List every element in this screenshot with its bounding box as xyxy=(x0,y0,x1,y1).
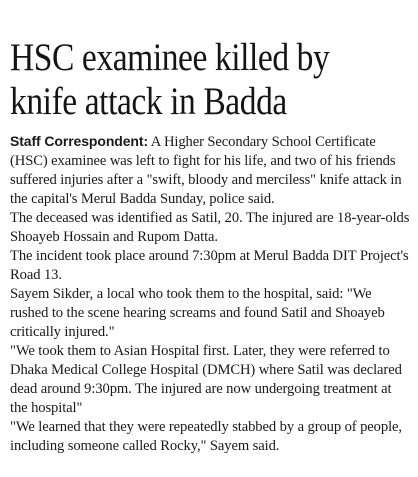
paragraph-1-text: A Higher Secondary School Certificate (HSC) examinee was left to fight for his life, and two of his friends suffered injuries after a "swift, bloody and merciless" knife attack in the capital's Merul Badda Sunday, police said. xyxy=(10,134,402,207)
news-article xyxy=(10,36,412,456)
headline xyxy=(10,36,356,124)
paragraph-2: The deceased was identified as Satil, 20. The injured are 18-year-olds Shoayeb Hossain and Rupom Datta. xyxy=(10,210,410,245)
paragraph-4: Sayem Sikder, a local who took them to the hospital, said: "We rushed to the scene hearing screams and found Satil and Shoayeb critically injured." xyxy=(10,286,385,340)
paragraph-3: The incident took place around 7:30pm at Merul Badda DIT Project's Road 13. xyxy=(10,248,409,283)
article-body xyxy=(10,132,412,456)
paragraph-5: "We took them to Asian Hospital first. Later, they were referred to Dhaka Medical College Hospital (DMCH) where Satil was declared dead around 9:30pm. The injured are now undergoing treatment at the hospital" xyxy=(10,343,402,416)
paragraph-1 xyxy=(10,132,412,209)
headline-line-2: knife attack in Badda xyxy=(10,80,287,123)
byline: Staff Correspondent: xyxy=(10,133,149,149)
headline-line-1: HSC examinee killed by xyxy=(10,36,330,79)
paragraph-6: "We learned that they were repeatedly stabbed by a group of people, including someone called Rocky," Sayem said. xyxy=(10,419,402,454)
